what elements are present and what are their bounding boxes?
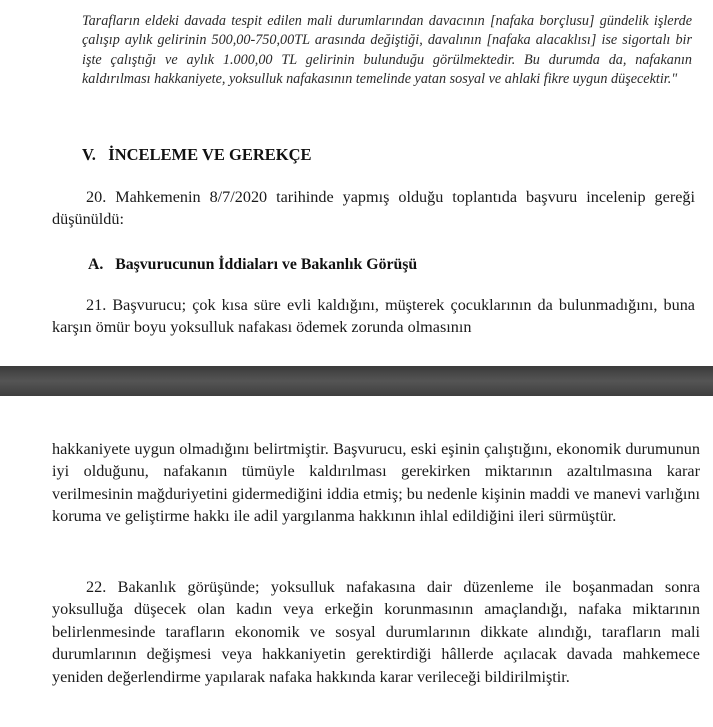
paragraph-21-start: 21. Başvurucu; çok kısa süre evli kaldığını, müşterek çocuklarının da bulunmadığını, buna karşın ömür boyu yoksulluk nafakası ödemek zorunda olmasının: [52, 296, 695, 337]
subsection-heading: A. Başvurucunun İddiaları ve Bakanlık Görüşü: [88, 256, 418, 273]
paragraph-21-continued: hakkaniyete uygun olmadığını belirtmiştir. Başvurucu, eski eşinin çalıştığını, ekonomik durumunun iyi olduğunu, nafakanın tümüyle kaldırılması gerekirken miktarının azaltılmasına karar verilmesinin mağduriyetini gidermediğini iddia etmiş; bu nedenle kişinin maddi ve manevi varlığını koruma ve geliştirme hakkı ile adil yargılanma hakkının ihlal edildiğini ileri sürmüştür.: [52, 440, 700, 526]
paragraph-22: 22. Bakanlık görüşünde; yoksulluk nafakasına dair düzenleme ile boşanmadan sonra yoksulluğa düşecek olan kadın veya erkeğin korunmasının amaçlandığı, nafaka miktarının belirlenmesinde tarafların ekonomik ve sosyal durumlarının dikkate alındığı, tarafların mali durumlarının değişmesi veya hakkaniyetin gerektirdiği hâllerde açılacak davada mahkemece yeniden değerlendirme yapılarak nafaka hakkında karar verileceği bildirilmiştir.: [52, 578, 700, 686]
court-quote: Tarafların eldeki davada tespit edilen mali durumlarından davacının [nafaka borçlusu] gündelik işlerde çalışıp aylık gelirinin 500,00-750,00TL arasında değiştiği, davalının [nafaka alacaklısı] ise sigortalı bir işte çalıştığı ve aylık 1.000,00 TL gelirinin bulunduğu görülmektedir. Bu durumda da, nafakanın kaldırılması hakkaniyete, yoksulluk nafakasının temelinde yatan sosyal ve ahlaki fikre uygun düşecektir.": [82, 13, 692, 88]
section-heading: V. İNCELEME VE GEREKÇE: [82, 145, 312, 164]
page-break-divider: [0, 366, 713, 396]
paragraph-20: 20. Mahkemenin 8/7/2020 tarihinde yapmış olduğu toplantıda başvuru incelenip gereği düşünüldü:: [52, 188, 695, 229]
